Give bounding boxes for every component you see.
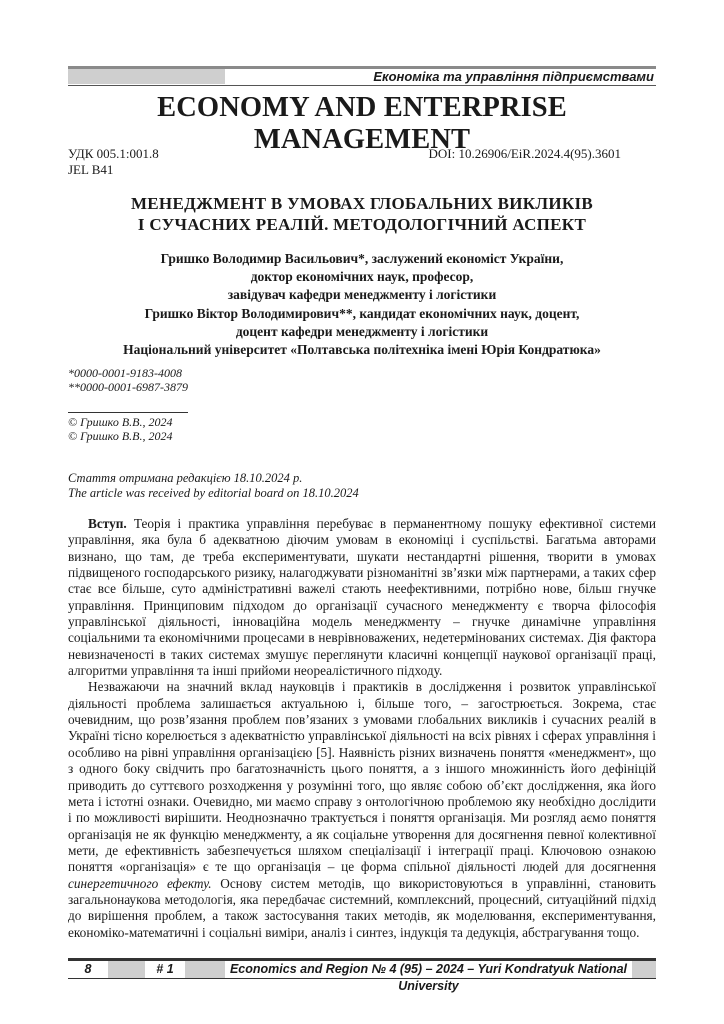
affiliation: Національний університет «Полтавська політехніка імені Юрія Кондратюка» (123, 342, 601, 358)
article-body (68, 516, 656, 941)
copyright-line: © Гришко В.В., 2024 (68, 429, 173, 443)
author-line: завідувач кафедри менеджменту і логістики (227, 287, 497, 303)
intro-heading: Вступ. (88, 516, 127, 531)
doi[interactable]: DOI: 10.26906/EiR.2024.4(95).3601 (428, 146, 621, 161)
footnote-separator (68, 412, 188, 413)
copyright-line: © Гришко В.В., 2024 (68, 415, 173, 429)
running-header (68, 66, 656, 86)
author-line: доктор економічних наук, професор, (250, 269, 474, 285)
paragraph-text: Основу систем методів, що використовуються в управлінні, становить загальнонаукова методологія, яка передбачає системний, комплексний, процесний, ситуаційний підхід до вирішення проблем, а також застосування таких методів, як моделювання, експериментування, економіко-математичні і соціальні виміри, аналіз і синтез, індукція та дедукція, абстрагування тощо. (68, 875, 656, 940)
footer-gray-cell (185, 961, 225, 978)
paragraph-text: Теорія і практика управління перебуває в перманентному пошуку ефективної системи управління, яка була б адекватною діючим умовам в економіці і суспільстві. Багатьма авторами визнано, що там, де треба експериментувати, шукати нестандартні рішення, творити в умовах підвищеного господарського ризику, налагоджувати різноманітні зв’язки між партнерами, а таких сфер стає все більше, суто адміністративні важелі стають неефективними, потрібно нове, більш гнучке управління. Принциповим підходом до організації сучасного менеджменту є творча філософія управлінської діяльності, інноваційна модель менеджменту – гнучке динамічне управління соціальними та економічними процесами в неврівноважених, недетермінованих системах. Дія фактора невизначеності в таких системах змушує переглянути класичні концепції наукової організації праці, алгоритми управління та інші прийоми неореалістичного підходу. (68, 516, 656, 679)
udc: УДК 005.1:001.8 (68, 146, 159, 161)
orcid-1[interactable]: *0000-0001-9183-4008 (68, 366, 182, 380)
author-line: Гришко Володимир Васильович*, заслужений економіст України, (160, 251, 564, 266)
received-note (68, 471, 359, 501)
received-en: The article was received by editorial board on 18.10.2024 (68, 486, 359, 500)
authors-block (68, 250, 656, 359)
article-title (68, 193, 656, 235)
journal-section-title: ECONOMY AND ENTERPRISE MANAGEMENT (157, 92, 567, 155)
page-number: 8 (84, 962, 92, 976)
author-line: Гришко Віктор Володимирович**, кандидат економічних наук, доцент, (144, 305, 580, 321)
footer-journal: Economics and Region № 4 (95) – 2024 – Yuri Kondratyuk National University (229, 962, 628, 993)
received-ua: Стаття отримана редакцією 18.10.2024 р. (68, 471, 303, 485)
copyright (68, 415, 172, 443)
paragraph-text: Незважаючи на значний вклад науковців і практиків в дослідження і розвиток управлінської діяльності проблема залишається актуальною і, більше того, – загострюється. Зокрема, стає очевидним, що розв’язання проблем пов’язаних з умовами глобальних викликів і сучасних реалій в Україні тісно корелюється з адекватністю управлінської діяльності на всіх рівнях і сферах управління і особливо на рівні управління організацією [5]. Наявність різних визначень поняття «менеджмент», що з одного боку свідчить про багатозначність цього поняття, а з іншого множинність його дефініцій приводить до суттєвого розходження у розумінні того, що являє собою об’єкт дослідження, яка його мета і істотні ознаки. Очевидно, ми маємо справу з онтологічною проблемою яку необхідно дослідити і по можливості вирішити. Неоднозначно трактується і поняття організація. Ми розгляд аємо поняття організація не як функцію менеджменту, а як соціальне утворення для досягнення певної колективної мети, де ефективність забезпечується шляхом спеціалізації і інтеграції праці. Ключовою ознакою поняття «організація» є те що організація – це форма спільної діяльності людей для досягнення (68, 679, 656, 875)
footer-gray-cell (632, 961, 656, 978)
jel: JEL B41 (68, 162, 114, 177)
orcid-list (68, 366, 188, 394)
author-line: доцент кафедри менеджменту і логістики (235, 323, 489, 339)
header-rule (68, 85, 656, 86)
header-gray-bar (68, 69, 225, 84)
title-line: І СУЧАСНИХ РЕАЛІЙ. МЕТОДОЛОГІЧНИЙ АСПЕКТ (137, 215, 587, 234)
running-footer (68, 958, 656, 993)
issue-mark: # 1 (156, 962, 174, 976)
orcid-2[interactable]: **0000-0001-6987-3879 (68, 380, 188, 394)
header-section-name: Економіка та управління підприємствами (373, 69, 654, 84)
paragraph-2 (68, 679, 656, 941)
emphasis: синергетичного ефекту. (68, 875, 212, 891)
footer-gray-cell (108, 961, 145, 978)
paragraph-intro (68, 516, 656, 679)
title-line: МЕНЕДЖМЕНТ В УМОВАХ ГЛОБАЛЬНИХ ВИКЛИКІВ (130, 194, 594, 213)
